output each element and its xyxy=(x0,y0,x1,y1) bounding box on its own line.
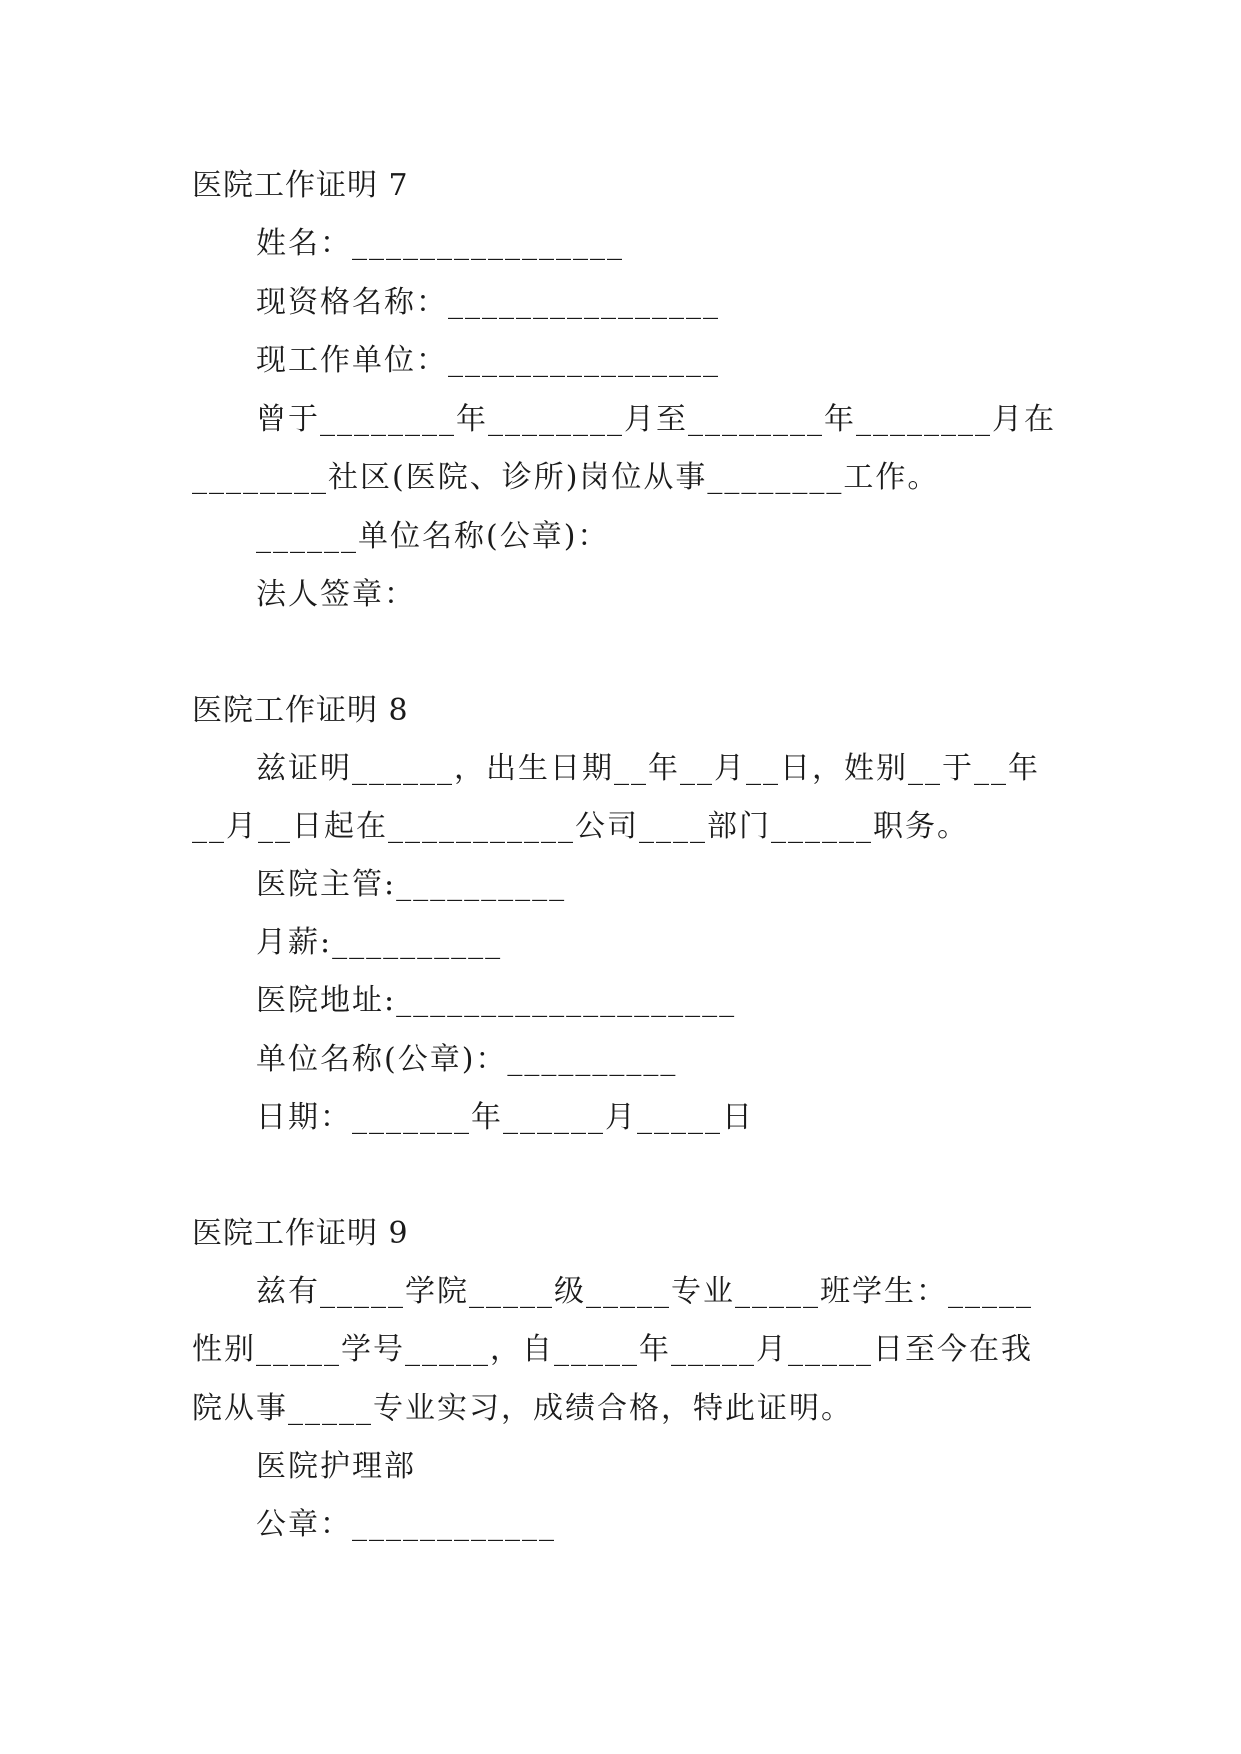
unit-seal-line-8: 单位名称(公章)：__________ xyxy=(256,1042,678,1077)
date-field-line: 日期：_______年______月_____日 xyxy=(256,1100,754,1135)
name-field-line: 姓名：________________ xyxy=(256,226,624,261)
certify-line-1: 兹证明______，出生日期__年__月__日，姓别__于__年 xyxy=(256,751,1040,786)
employment-period-line: 曾于________年________月至________年________月在 xyxy=(256,402,1056,437)
section-7-title: 医院工作证明 7 xyxy=(192,168,409,203)
supervisor-field-line: 医院主管:__________ xyxy=(256,867,567,902)
salary-field-line: 月薪:__________ xyxy=(256,925,503,960)
employment-detail-line: ________社区(医院、诊所)岗位从事________工作。 xyxy=(192,460,940,495)
official-seal-line: 公章：____________ xyxy=(256,1507,556,1542)
legal-signature-line: 法人签章： xyxy=(256,577,416,612)
qualification-field-line: 现资格名称：________________ xyxy=(256,285,720,320)
student-line-3: 院从事_____专业实习，成绩合格，特此证明。 xyxy=(192,1391,853,1426)
nursing-department-line: 医院护理部 xyxy=(256,1449,416,1484)
address-field-line: 医院地址:____________________ xyxy=(256,983,737,1018)
section-8-title: 医院工作证明 8 xyxy=(192,693,409,728)
certify-line-2: __月__日起在___________公司____部门______职务。 xyxy=(192,809,969,844)
unit-seal-line: ______单位名称(公章)： xyxy=(256,519,610,554)
workplace-field-line: 现工作单位：________________ xyxy=(256,343,720,378)
student-line-2: 性别_____学号_____，自_____年_____月_____日至今在我 xyxy=(192,1332,1033,1367)
section-9-title: 医院工作证明 9 xyxy=(192,1216,409,1251)
student-line-1: 兹有_____学院_____级_____专业_____班学生：_____ xyxy=(256,1274,1033,1309)
